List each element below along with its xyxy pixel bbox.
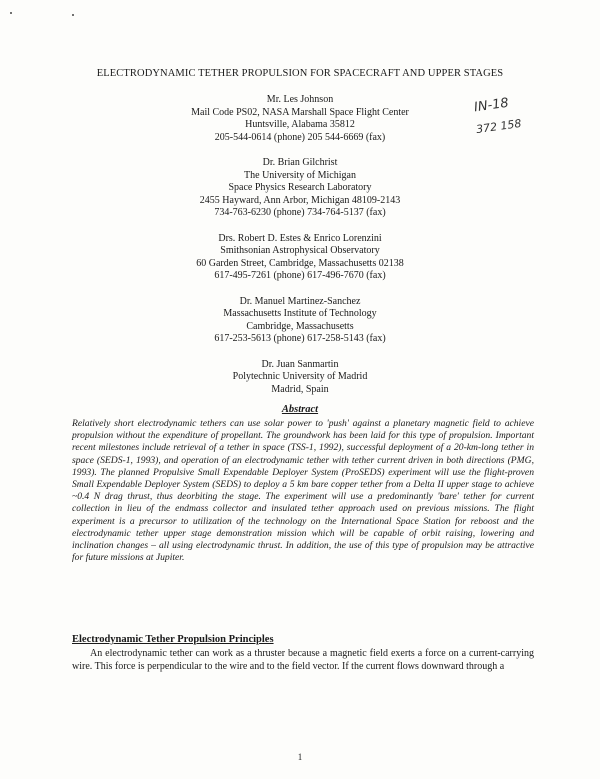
section-heading: Electrodynamic Tether Propulsion Principles xyxy=(72,634,274,645)
author-line: Drs. Robert D. Estes & Enrico Lorenzini xyxy=(218,232,382,244)
author-line: Mail Code PS02, NASA Marshall Space Flight Center xyxy=(191,106,409,118)
author-block xyxy=(0,233,600,283)
author-line: Mr. Les Johnson xyxy=(266,94,334,105)
author-line: Huntsville, Alabama 35812 xyxy=(245,119,355,130)
author-line: Massachusetts Institute of Technology xyxy=(223,308,377,319)
author-line: 617-253-5613 (phone) 617-258-5143 (fax) xyxy=(214,333,386,344)
author-block xyxy=(0,359,600,397)
author-line: 205-544-0614 (phone) 205 544-6669 (fax) xyxy=(214,131,386,143)
author-line: The University of Michigan xyxy=(244,169,356,181)
paper-title: ELECTRODYNAMIC TETHER PROPULSION FOR SPACECRAFT AND UPPER STAGES xyxy=(96,68,504,79)
page-number: 1 xyxy=(297,752,303,762)
author-list xyxy=(0,94,600,409)
abstract-text: Relatively short electrodynamic tethers can use solar power to 'push' against a planetary magnetic field to achieve propulsion without the expenditure of propellant. The groundwork has been laid for this type of propulsion. Important recent milestones include retrieval of a tether in space (TSS-1, 1992), successful deployment of a 20-km-long tether in space (SEDS-1, 1993), and operation of an electrodynamic tether with tether current driven in both directions (PMG, 1993). The planned Propulsive Small Expendable Deployer System (ProSEDS) experiment will use the flight-proven Small Expendable Deployer System (SEDS) to deploy a 5 km bare copper tether from a Delta II upper stage to achieve ~0.4 N drag thrust, thus deorbiting the stage. The experiment will use a predominantly 'bare' tether for current collection in lieu of the endmass collector and insulated tether approach used on previous missions. The flight experiment is a precursor to utilization of the technology on the International Space Station for reboost and the electrodynamic tether upper stage demonstration mission which will be capable of orbit raising, lowering and inclination changes – all using electrodynamic thrust. In addition, the use of this type of propulsion may be attractive for future missions at Jupiter. xyxy=(72,418,534,564)
section-body-text: An electrodynamic tether can work as a thruster because a magnetic field exerts a force on a current-carrying wire. This force is perpendicular to the wire and to the field vector. If the current flows downward through a xyxy=(72,648,534,672)
author-line: Cambridge, Massachusetts xyxy=(246,320,354,332)
handwritten-note: IN-18 xyxy=(473,95,510,116)
author-block xyxy=(0,296,600,346)
abstract-heading: Abstract xyxy=(281,404,319,415)
section-body xyxy=(72,648,534,673)
author-line: Dr. Juan Sanmartin xyxy=(261,358,339,370)
author-line: Dr. Manuel Martinez-Sanchez xyxy=(239,295,361,307)
author-line: 734-763-6230 (phone) 734-764-5137 (fax) xyxy=(214,207,386,218)
author-line: Smithsonian Astrophysical Observatory xyxy=(220,245,380,256)
author-line: Space Physics Research Laboratory xyxy=(228,182,372,193)
scan-speck xyxy=(72,14,74,16)
author-line: Madrid, Spain xyxy=(271,383,329,395)
author-line: Dr. Brian Gilchrist xyxy=(262,157,338,168)
author-block xyxy=(0,157,600,220)
author-line: 60 Garden Street, Cambridge, Massachusetts 02138 xyxy=(196,257,404,269)
author-line: 617-495-7261 (phone) 617-496-7670 (fax) xyxy=(214,270,386,281)
author-line: Polytechnic University of Madrid xyxy=(232,371,368,382)
scan-speck xyxy=(10,12,12,14)
handwritten-note: 372 158 xyxy=(475,116,523,137)
author-line: 2455 Hayward, Ann Arbor, Michigan 48109-2143 xyxy=(199,194,401,206)
